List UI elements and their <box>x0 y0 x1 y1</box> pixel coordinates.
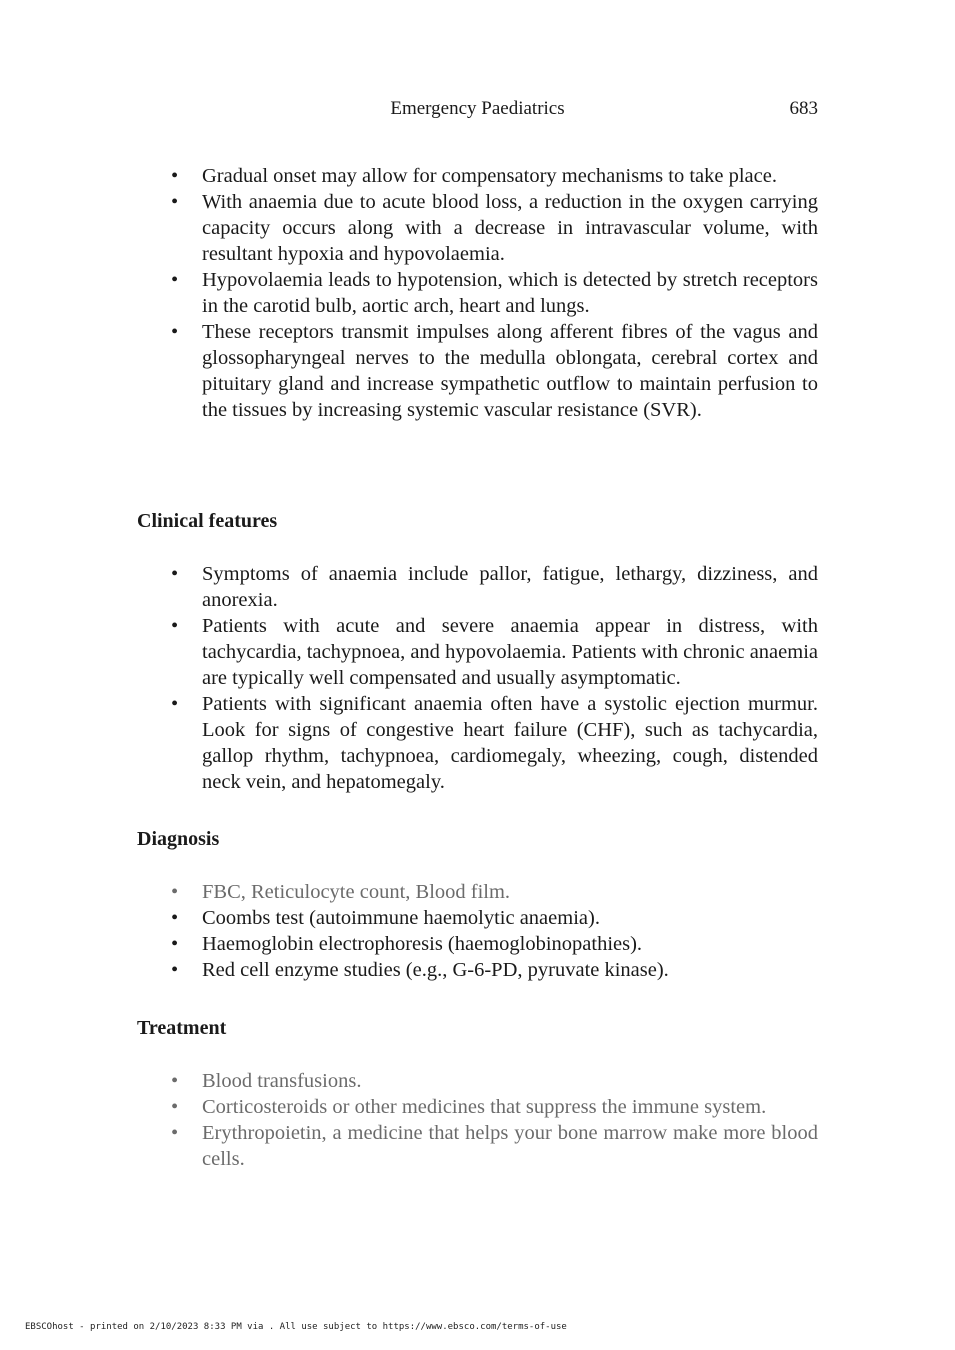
bullet-icon: • <box>171 1122 179 1144</box>
section-heading: Diagnosis <box>137 828 220 850</box>
clinical-features-body <box>137 561 818 795</box>
list-item: • Symptoms of anaemia include pallor, fatigue, lethargy, dizziness, and anorexia. <box>171 563 818 611</box>
bullet-icon: • <box>171 881 179 903</box>
clinical-features-section <box>137 508 818 534</box>
running-head <box>137 97 818 121</box>
clinical-features-list <box>137 561 818 795</box>
bullet-icon: • <box>171 959 179 981</box>
list-item: • Hypovolaemia leads to hypotension, which is detected by stretch receptors in the carotid bulb, aortic arch, heart and lungs. <box>171 269 818 317</box>
list-item: • Coombs test (autoimmune haemolytic anaemia). <box>171 907 600 929</box>
treatment-list <box>137 1068 818 1172</box>
treatment-body <box>137 1068 818 1172</box>
bullet-icon: • <box>171 1096 179 1118</box>
list-item: • Corticosteroids or other medicines that suppress the immune system. <box>171 1096 767 1118</box>
section-heading: Treatment <box>137 1017 227 1039</box>
list-item: • Gradual onset may allow for compensatory mechanisms to take place. <box>171 165 777 187</box>
print-footer: EBSCOhost - printed on 2/10/2023 8:33 PM via . All use subject to https://www.ebsco.com/terms-of-use <box>25 1322 567 1332</box>
diagnosis-body <box>137 879 818 983</box>
section-heading: Clinical features <box>137 510 278 532</box>
list-item: • Patients with acute and severe anaemia appear in distress, with tachycardia, tachypnoea, and hypovolaemia. Patients with chronic anaemia are typically well compensated and usually asymptomatic. <box>171 615 818 689</box>
bullet-icon: • <box>171 615 179 637</box>
bullet-icon: • <box>171 191 179 213</box>
intro-section <box>137 163 818 423</box>
list-item: • Blood transfusions. <box>171 1070 362 1092</box>
bullet-icon: • <box>171 563 179 585</box>
bullet-icon: • <box>171 321 179 343</box>
bullet-icon: • <box>171 907 179 929</box>
list-item: • Haemoglobin electrophoresis (haemoglobinopathies). <box>171 933 643 955</box>
list-item: • Erythropoietin, a medicine that helps your bone marrow make more blood cells. <box>171 1122 818 1170</box>
list-item: • Patients with significant anaemia often have a systolic ejection murmur. Look for signs of congestive heart failure (CHF), such as tachycardia, gallop rhythm, tachypnoea, cardiomegaly, wheezing, cough, distended neck vein, and hepatomegaly. <box>171 693 818 793</box>
list-item: • Red cell enzyme studies (e.g., G-6-PD, pyruvate kinase). <box>171 959 669 981</box>
list-item: • FBC, Reticulocyte count, Blood film. <box>171 881 511 903</box>
bullet-icon: • <box>171 1070 179 1092</box>
bullet-icon: • <box>171 693 179 715</box>
bullet-icon: • <box>171 933 179 955</box>
bullet-icon: • <box>171 269 179 291</box>
diagnosis-list <box>137 879 818 983</box>
running-head-title: Emergency Paediatrics <box>390 98 565 119</box>
list-item: • With anaemia due to acute blood loss, a reduction in the oxygen carrying capacity occurs along with a decrease in intravascular volume, with resultant hypoxia and hypovolaemia. <box>171 191 818 265</box>
intro-list <box>137 163 818 423</box>
page-number: 683 <box>789 98 818 119</box>
list-item: • These receptors transmit impulses along afferent fibres of the vagus and glossopharyngeal nerves to the medulla oblongata, cerebral cortex and pituitary gland and increase sympathetic outflow to maintain perfusion to the tissues by increasing systemic vascular resistance (SVR). <box>171 321 818 421</box>
treatment-section <box>137 1015 818 1041</box>
diagnosis-section <box>137 826 818 852</box>
bullet-icon: • <box>171 165 179 187</box>
